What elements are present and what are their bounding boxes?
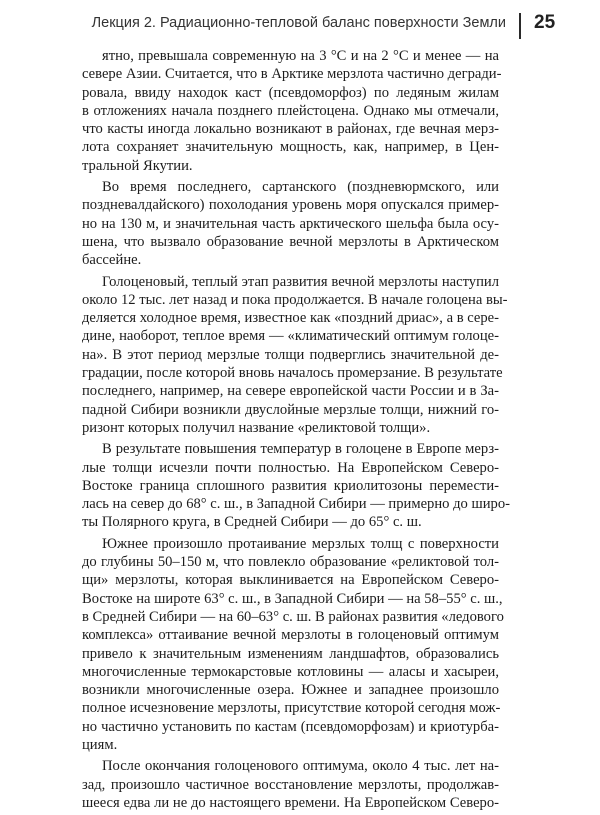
text-line: шена, что вызвало образование вечной мерзлоты в Арктическом — [82, 233, 499, 250]
paragraph — [82, 757, 499, 812]
text-line: севере Азии. Считается, что в Арктике мерзлота частично дегради- — [82, 66, 502, 83]
text-line: ровала, ввиду находок каст (псевдоморфоз) по ледяным жилам — [82, 84, 499, 101]
text-line: В результате повышения температур в голоцене в Европе мерз- — [102, 441, 499, 458]
text-line: что касты иногда локально возникают в районах, где вечная мерз- — [82, 121, 499, 138]
page-number: 25 — [534, 12, 556, 33]
text-line: Южнее произошло протаивание мерзлых толщ с поверхности — [102, 535, 499, 552]
body-text — [82, 47, 510, 815]
text-line: ятно, превышала современную на 3 °С и на 2 °С и менее — на — [102, 48, 499, 64]
text-line: в Средней Сибири — на 60–63° с. ш. В районах развития «ледового — [82, 608, 504, 625]
text-line: поздневалдайского) похолодания уровень моря опускался пример- — [82, 197, 499, 214]
text-line: но на 130 м, и значительная часть арктического шельфа была осу- — [82, 215, 499, 232]
text-line: ты Полярного круга, в Средней Сибири — до 65° с. ш. — [82, 514, 422, 531]
text-line: около 12 тыс. лет назад и пока продолжается. В начале голоцена вы- — [82, 291, 508, 308]
text-line: Востоке граница сплошного развития криолитозоны перемести- — [82, 477, 499, 494]
text-line: шееся едва ли не до настоящего времени. На Европейском Северо- — [82, 794, 499, 811]
paragraph — [82, 535, 504, 755]
text-line: полное исчезновение мерзлоты, присутствие которой сегодня мож- — [82, 700, 501, 717]
text-line: многочисленные термокарстовые котловины — аласы и хасыреи, — [82, 663, 499, 680]
text-line: дине, наоборот, теплое время — «климатический оптимум голоце- — [82, 328, 499, 345]
text-line: в отложениях начала позднего плейстоцена. Однако мы отмечали, — [82, 102, 499, 119]
text-line: Голоценовый, теплый этап развития вечной мерзлоты наступил — [102, 273, 499, 290]
text-line: на». В этот период мерзлые толщи подверглись значительной де- — [82, 346, 499, 363]
paragraph — [82, 440, 510, 531]
text-line: до глубины 50–150 м, что повлекло образование «реликтовой тол- — [82, 554, 499, 571]
text-line: лые толщи исчезли почти полностью. На Европейском Северо- — [82, 459, 499, 476]
text-line: Во время последнего, сартанского (поздневюрмского, или — [102, 179, 499, 196]
text-line: комплекса» оттаивание вечной мерзлоты в голоценовый оптимум — [82, 627, 499, 644]
paragraph — [82, 178, 499, 269]
text-line: лась на север до 68° с. ш., в Западной Сибири — примерно до широ- — [82, 496, 510, 513]
text-line: тральной Якутии. — [82, 157, 193, 174]
text-line: щи» мерзлоты, которая выклинивается на Европейском Северо- — [82, 572, 499, 589]
text-line: но частично установить по кастам (псевдоморфозам) и криотурба- — [82, 718, 499, 735]
text-line: возникли многочисленные озера. Южнее и западнее произошло — [82, 682, 499, 699]
running-header-title: Лекция 2. Радиационно-тепловой баланс поверхности Земли — [91, 15, 506, 31]
text-line: Востоке на широте 63° с. ш., в Западной Сибири — на 58–55° с. ш., — [82, 590, 503, 607]
text-line: зад, произошло частичное восстановление мерзлоты, продолжав- — [82, 776, 499, 793]
text-line: лота сохраняет значительную мощность, как, например, в Цен- — [82, 139, 499, 156]
text-line: ризонт которых получил название «реликтовой толщи». — [82, 419, 431, 436]
text-line: деляется холодное время, известное как «поздний дриас», а в сере- — [82, 310, 500, 327]
page-header — [0, 11, 600, 45]
text-line: привело к значительным изменениям ландшафтов, образовались — [82, 645, 499, 662]
text-line: циям. — [82, 736, 118, 753]
text-line: последнего, например, на севере европейской части России и в За- — [82, 383, 499, 400]
text-line: градации, после которой вновь началось промерзание. В результате — [82, 365, 503, 382]
text-line: бассейне. — [82, 252, 142, 269]
text-line: После окончания голоценового оптимума, около 4 тыс. лет на- — [102, 758, 499, 775]
header-divider — [519, 13, 521, 39]
paragraph — [82, 47, 502, 175]
paragraph — [82, 273, 508, 438]
text-line: падной Сибири возникли двуслойные мерзлые толщи, нижний го- — [82, 401, 499, 418]
